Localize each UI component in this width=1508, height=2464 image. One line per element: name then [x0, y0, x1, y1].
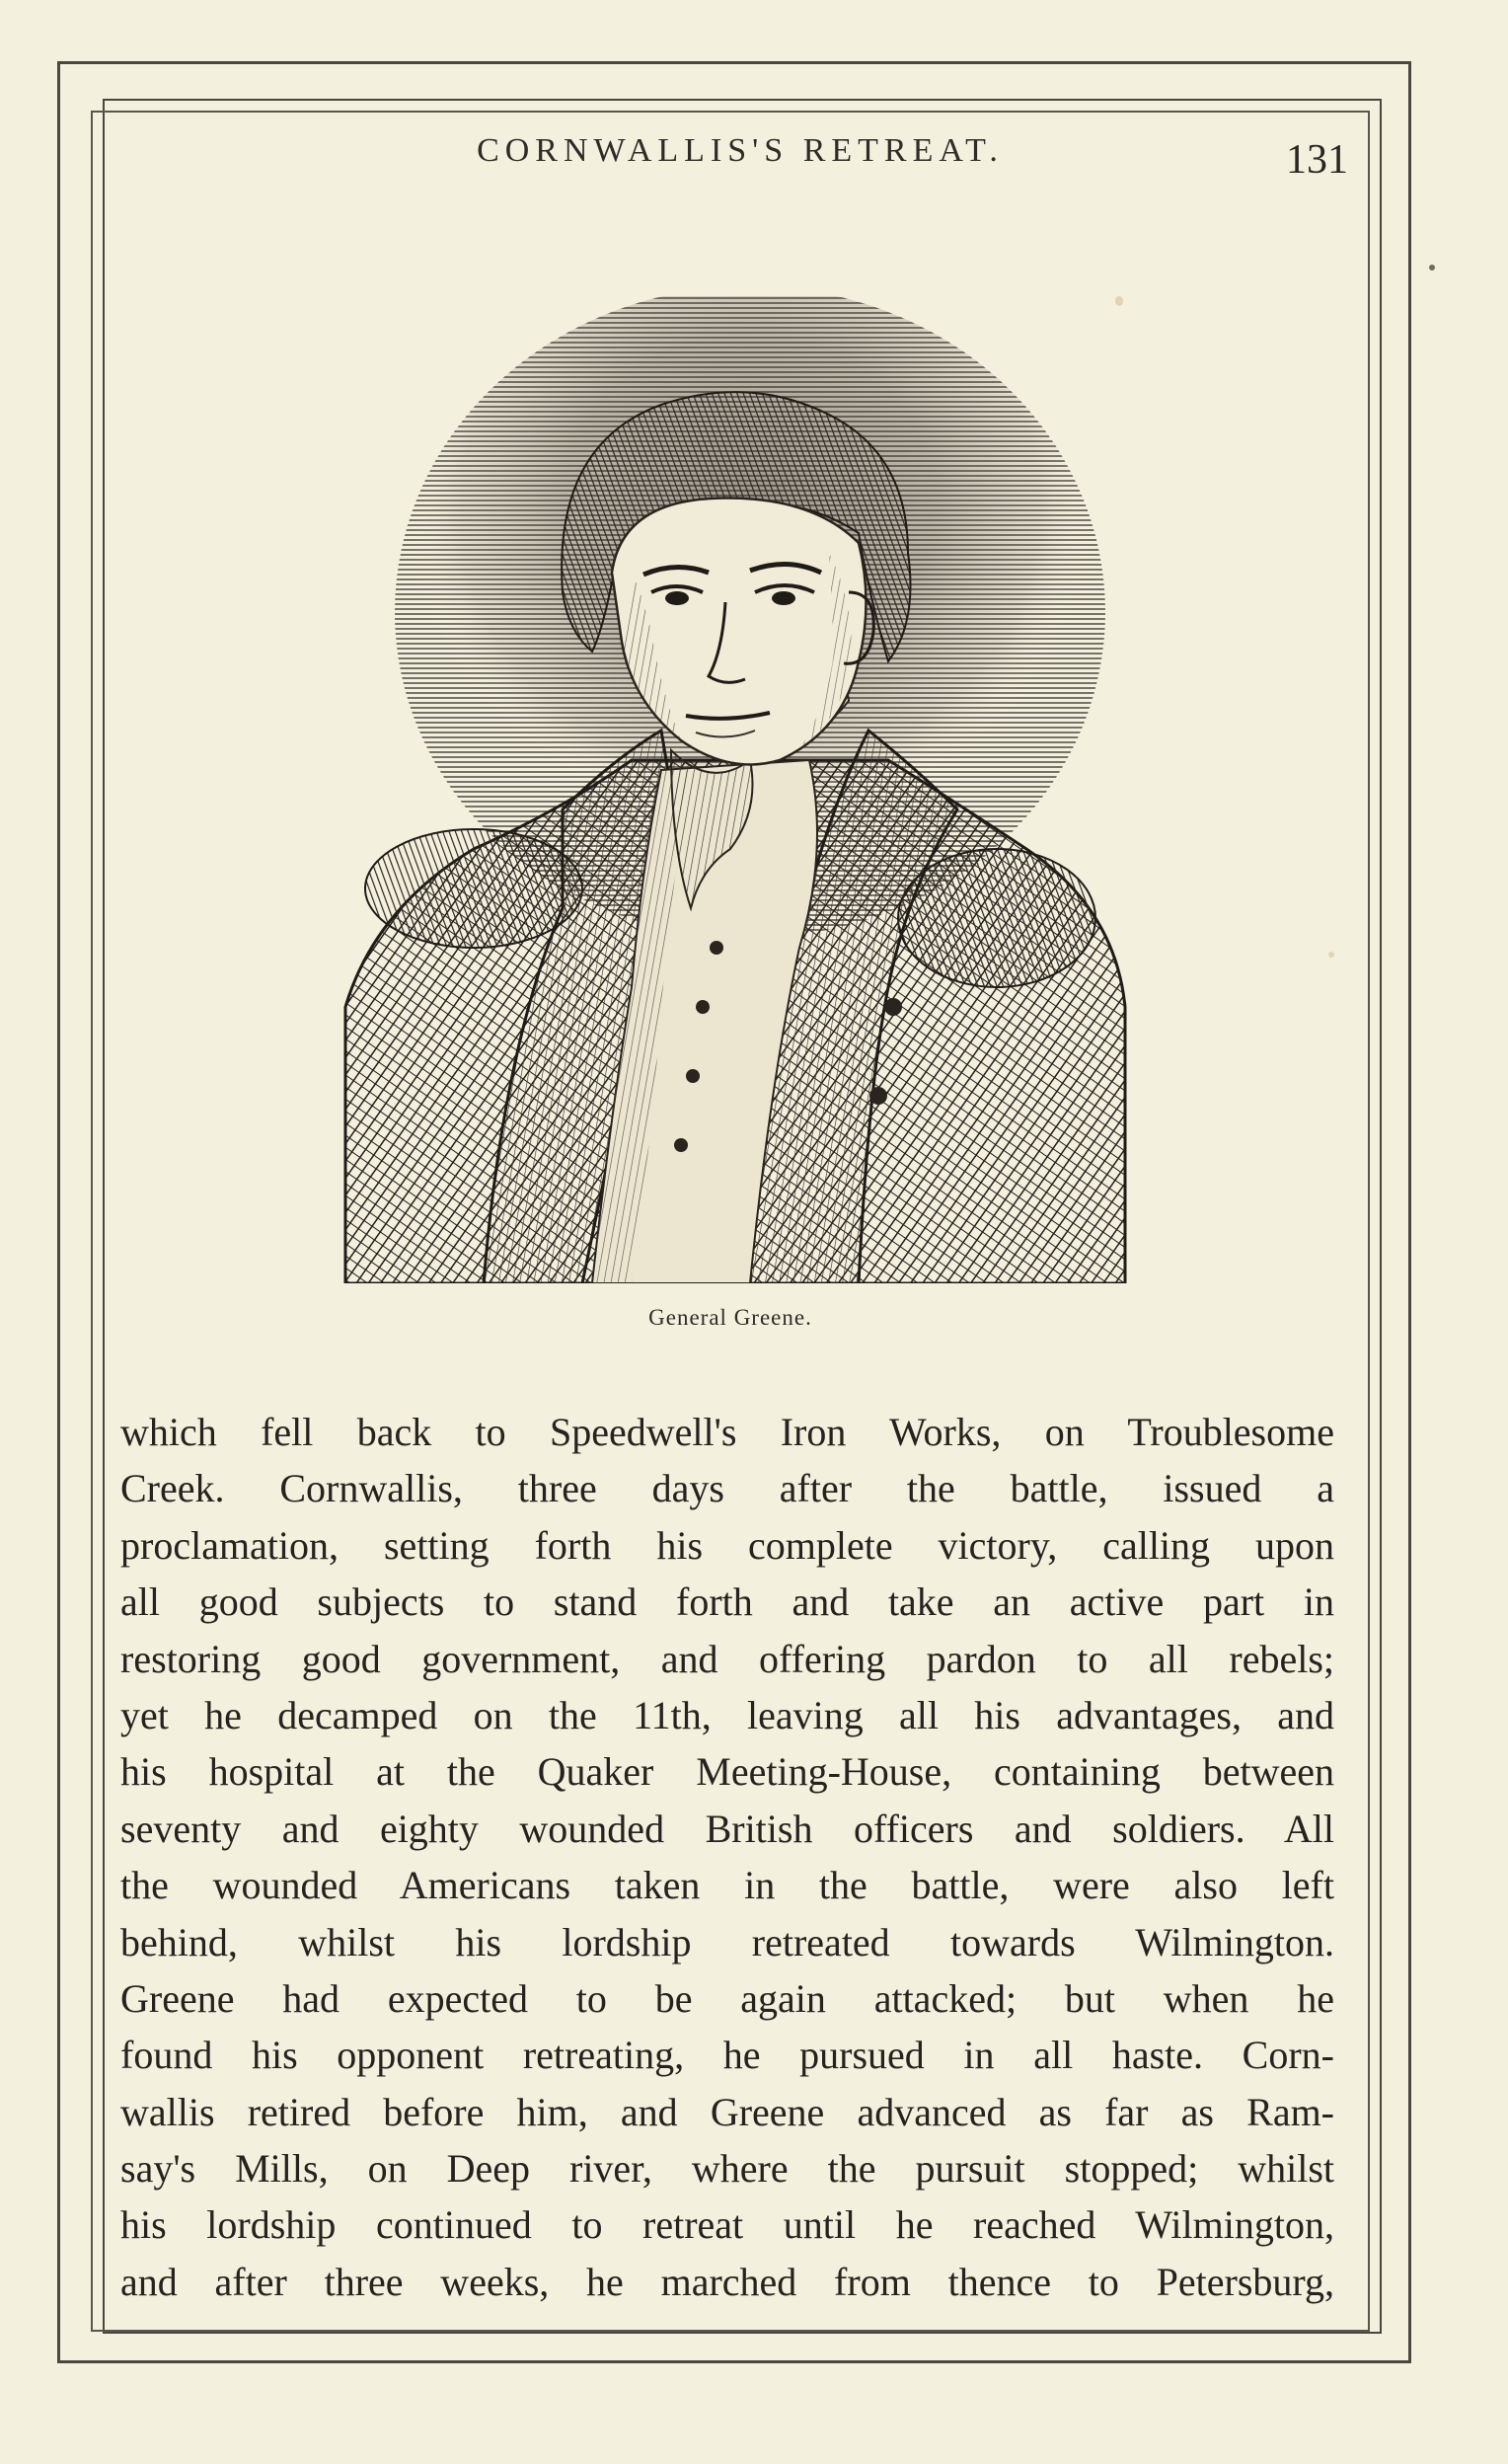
- text-line: his hospital at the Quaker Meeting-House, containing between: [120, 1749, 1334, 1795]
- text-line: restoring good government, and offering pardon to all rebels;: [120, 1636, 1334, 1681]
- running-head: CORNWALLIS'S RETREAT.: [477, 132, 1004, 169]
- text-line: which fell back to Speedwell's Iron Works, on Troublesome: [120, 1410, 1334, 1454]
- illustration-caption: General Greene.: [648, 1305, 812, 1330]
- text-line: Creek. Cornwallis, three days after the battle, issued a: [120, 1466, 1334, 1511]
- text-line: proclamation, setting forth his complete victory, calling upon: [120, 1522, 1334, 1568]
- text-line: the wounded Americans taken in the battle, were also left: [120, 1863, 1334, 1908]
- text-line: and after three weeks, he marched from thence to Petersburg,: [120, 2259, 1334, 2304]
- text-line: say's Mills, on Deep river, where the pursuit stopped; whilst: [120, 2146, 1334, 2192]
- text-line: yet he decamped on the 11th, leaving all his advantages, and: [120, 1692, 1334, 1737]
- text-line: his lordship continued to retreat until he reached Wilmington,: [120, 2202, 1334, 2248]
- text-line: wallis retired before him, and Greene advanced as far as Ram-: [120, 2089, 1334, 2134]
- text-line: Greene had expected to be again attacked; but when he: [120, 1975, 1334, 2021]
- page-number: 131: [1286, 137, 1348, 183]
- portrait-engraving: [336, 296, 1145, 1283]
- text-line: seventy and eighty wounded British officers and soldiers. All: [120, 1806, 1334, 1851]
- text-line: all good subjects to stand forth and take an active part in: [120, 1579, 1334, 1625]
- body-text: [120, 1404, 1334, 2310]
- text-line: behind, whilst his lordship retreated towards Wilmington.: [120, 1919, 1334, 1964]
- paper-spot: [1429, 265, 1435, 270]
- text-line: found his opponent retreating, he pursued in all haste. Corn-: [120, 2033, 1334, 2078]
